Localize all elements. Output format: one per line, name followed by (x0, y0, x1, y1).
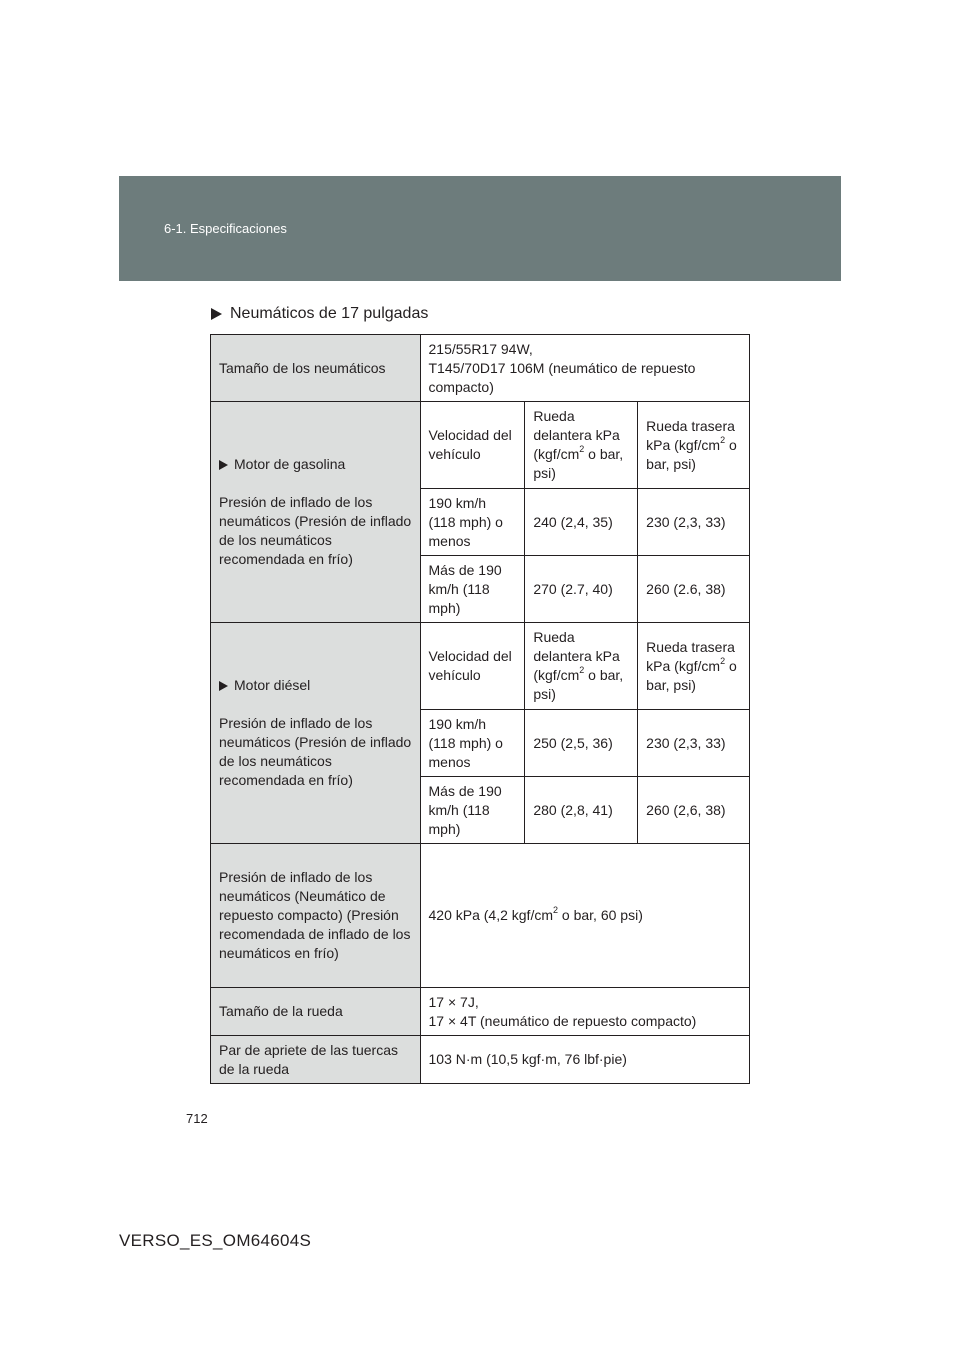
gasoline-pressure-label: Presión de inflado de los neumáticos (Presión de inflado de los neumáticos recomendada en frío) (219, 494, 412, 567)
wheel-size-value-line2: 17 × 4T (neumático de repuesto compacto) (428, 1012, 697, 1029)
gasoline-engine-label: Motor de gasolina (234, 456, 346, 472)
wheel-size-label: Tamaño de la rueda (211, 988, 421, 1036)
superscript-2: 2 (579, 665, 585, 676)
wheel-size-value-line1: 17 × 7J, (428, 993, 479, 1010)
diesel-col-front-a: Rueda delantera kPa (kgf/cm (533, 629, 620, 683)
gasoline-row-1-rear: 230 (2,3, 33) (638, 489, 750, 556)
spare-value-a: 420 kPa (4,2 kgf/cm (428, 907, 554, 923)
diesel-col-front-b: o bar, psi) (533, 667, 624, 702)
diesel-col-rear (638, 623, 750, 710)
diesel-col-speed: Velocidad del vehículo (420, 623, 525, 710)
gasoline-row-2-rear: 260 (2.6, 38) (638, 556, 750, 623)
gasoline-col-rear-b: o bar, psi) (646, 436, 737, 472)
gasoline-col-rear (638, 402, 750, 489)
torque-label: Par de apriete de las tuercas de la rueda (211, 1036, 421, 1084)
triangle-bullet-icon (219, 460, 228, 470)
gasoline-col-front (525, 402, 638, 489)
diesel-row-2-front: 280 (2,8, 41) (525, 777, 638, 844)
superscript-2: 2 (579, 444, 585, 455)
tire-size-label: Tamaño de los neumáticos (211, 335, 421, 402)
page-number: 712 (186, 1111, 208, 1126)
gasoline-header-row (211, 402, 750, 489)
diesel-header-row (211, 623, 750, 710)
superscript-2: 2 (720, 655, 726, 666)
diesel-row-1-speed: 190 km/h (118 mph) o menos (420, 710, 525, 777)
gasoline-row-2-speed: Más de 190 km/h (118 mph) (420, 556, 525, 623)
gasoline-col-front-a: Rueda delantera kPa (kgf/cm (533, 408, 620, 462)
diesel-col-rear-b: o bar, psi) (646, 657, 737, 693)
gasoline-col-speed: Velocidad del vehículo (420, 402, 525, 489)
diesel-label-cell (211, 623, 421, 844)
wheel-size-value (420, 988, 750, 1036)
tire-size-row (211, 335, 750, 402)
diesel-pressure-label: Presión de inflado de los neumáticos (Presión de inflado de los neumáticos recomendada en frío) (219, 715, 412, 788)
gasoline-row-1-front: 240 (2,4, 35) (525, 489, 638, 556)
superscript-2: 2 (720, 434, 726, 445)
diesel-engine-label: Motor diésel (234, 677, 311, 693)
section-title: 6-1. Especificaciones (164, 221, 287, 236)
diesel-row-1-rear: 230 (2,3, 33) (638, 710, 750, 777)
subtitle (211, 305, 428, 323)
gasoline-row-2-front: 270 (2.7, 40) (525, 556, 638, 623)
gasoline-label-cell (211, 402, 421, 623)
tire-size-value-line2: T145/70D17 106M (neumático de repuesto compacto) (428, 359, 696, 395)
superscript-2: 2 (553, 905, 559, 916)
tire-size-value-line1: 215/55R17 94W, (428, 340, 533, 357)
spare-row (211, 844, 750, 988)
wheel-size-row (211, 988, 750, 1036)
torque-value: 103 N·m (10,5 kgf·m, 76 lbf·pie) (420, 1036, 750, 1084)
spec-table (210, 334, 750, 1084)
torque-row (211, 1036, 750, 1084)
diesel-engine-heading (219, 676, 412, 695)
gasoline-row-1-speed: 190 km/h (118 mph) o menos (420, 489, 525, 556)
diesel-row-2-speed: Más de 190 km/h (118 mph) (420, 777, 525, 844)
diesel-row-1-front: 250 (2,5, 36) (525, 710, 638, 777)
subtitle-text: Neumáticos de 17 pulgadas (230, 305, 429, 322)
gasoline-col-front-b: o bar, psi) (533, 446, 624, 481)
diesel-row-2-rear: 260 (2,6, 38) (638, 777, 750, 844)
spare-label: Presión de inflado de los neumáticos (Neumático de repuesto compacto) (Presión recomendada de inflado de los neumáticos en frío) (211, 844, 421, 988)
spare-value-b: o bar, 60 psi) (561, 907, 643, 923)
gasoline-engine-heading (219, 455, 412, 474)
tire-size-value (420, 335, 750, 402)
triangle-bullet-icon (211, 308, 222, 320)
document-code: VERSO_ES_OM64604S (119, 1231, 312, 1250)
spare-value (420, 844, 750, 988)
gasoline-col-rear-a: Rueda trasera kPa (kgf/cm (646, 417, 735, 453)
triangle-bullet-icon (219, 681, 228, 691)
diesel-col-front (525, 623, 638, 710)
diesel-col-rear-a: Rueda trasera kPa (kgf/cm (646, 638, 735, 674)
